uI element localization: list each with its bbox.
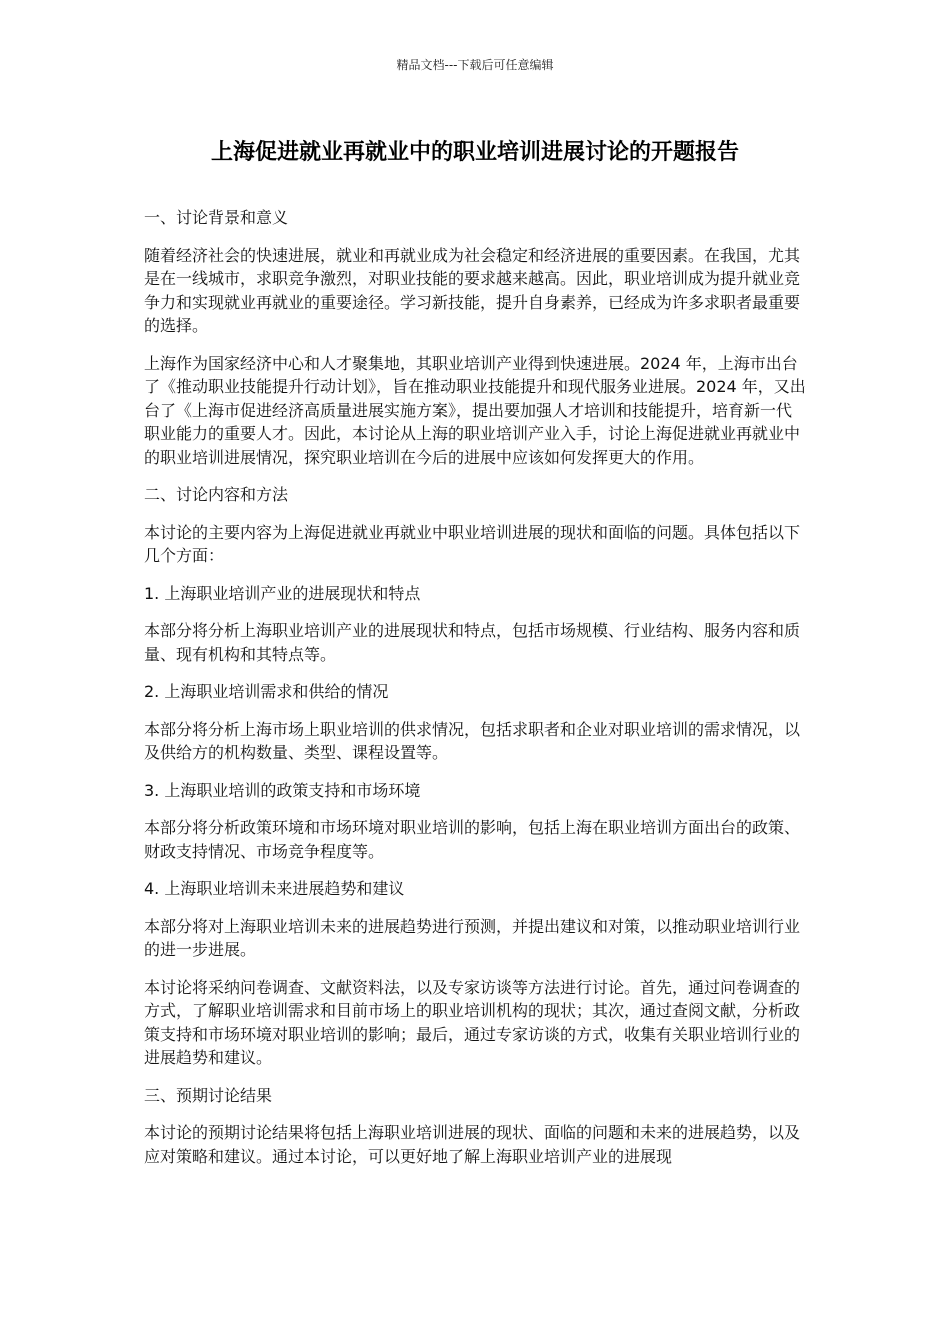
paragraph-background-1: 随着经济社会的快速进展，就业和再就业成为社会稳定和经济进展的重要因素。在我国，尤其是在一线城市，求职竞争激烈，对职业技能的要求越来越高。因此，职业培训成为提升就业竞争力和实现就业再就业的重要途径。学习新技能，提升自身素养，已经成为许多求职者最重要的选择。 xyxy=(144,245,801,335)
section-heading-expected-results: 三、预期讨论结果 xyxy=(144,1085,273,1105)
paragraph-industry-status: 本部分将分析上海职业培训产业的进展现状和特点，包括市场规模、行业结构、服务内容和质量、现有机构和其特点等。 xyxy=(144,621,801,664)
paragraph-expected-results: 本讨论的预期讨论结果将包括上海职业培训进展的现状、面临的问题和未来的进展趋势，以及应对策略和建议。通过本讨论，可以更好地了解上海职业培训产业的进展现 xyxy=(144,1123,801,1166)
paragraph-background-2: 上海作为国家经济中心和人才聚集地，其职业培训产业得到快速进展。2024 年，上海市出台了《推动职业技能提升行动计划》，旨在推动职业技能提升和现代服务业进展。2024 年，又出台了《上海市促进经济高质量进展实施方案》，提出要加强人才培训和技能提升，培育新一代职业能力的重要人才。因此，本讨论从上海的职业培训产业入手，讨论上海促进就业再就业中的职业培训进展情况，探究职业培训在今后的进展中应该如何发挥更大的作用。 xyxy=(144,353,806,467)
subheading-industry-status: 1. 上海职业培训产业的进展现状和特点 xyxy=(144,583,421,603)
paragraph-policy-market: 本部分将分析政策环境和市场环境对职业培训的影响，包括上海在职业培训方面出台的政策、财政支持情况、市场竞争程度等。 xyxy=(144,818,801,861)
subheading-supply-demand: 2. 上海职业培训需求和供给的情况 xyxy=(144,682,389,701)
section-heading-background: 一、讨论背景和意义 xyxy=(144,208,289,227)
paragraph-future-trends: 本部分将对上海职业培训未来的进展趋势进行预测，并提出建议和对策，以推动职业培训行业的进一步进展。 xyxy=(144,916,801,959)
page-header: 精品文档---下载后可任意编辑 xyxy=(396,58,554,72)
document-title: 上海促进就业再就业中的职业培训进展讨论的开题报告 xyxy=(210,140,739,165)
paragraph-supply-demand: 本部分将分析上海市场上职业培训的供求情况，包括求职者和企业对职业培训的需求情况，以及供给方的机构数量、类型、课程设置等。 xyxy=(144,719,801,762)
document-body xyxy=(144,206,806,1182)
section-heading-content-method: 二、讨论内容和方法 xyxy=(144,485,289,504)
paragraph-content-intro: 本讨论的主要内容为上海促进就业再就业中职业培训进展的现状和面临的问题。具体包括以下几个方面： xyxy=(144,522,801,565)
subheading-future-trends: 4. 上海职业培训未来进展趋势和建议 xyxy=(144,879,405,898)
subheading-policy-market: 3. 上海职业培训的政策支持和市场环境 xyxy=(144,780,421,800)
paragraph-methods: 本讨论将采纳问卷调查、文献资料法，以及专家访谈等方法进行讨论。首先，通过问卷调查的方式，了解职业培训需求和目前市场上的职业培训机构的现状；其次，通过查阅文献，分析政策支持和市场环境对职业培训的影响；最后，通过专家访谈的方式，收集有关职业培训行业的进展趋势和建议。 xyxy=(144,977,801,1067)
